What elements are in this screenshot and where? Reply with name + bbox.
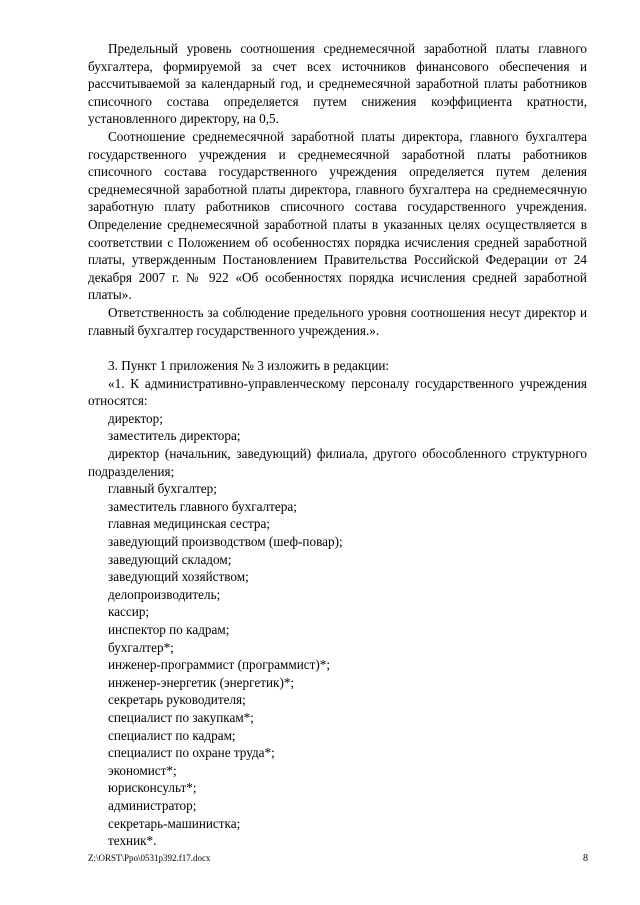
staff-list-item: заведующий хозяйством; [108,569,249,585]
staff-list-item: техник*. [108,833,157,849]
staff-list-item: главная медицинская сестра; [108,516,270,532]
staff-list-item: специалист по закупкам*; [108,709,254,725]
staff-list-item: администратор; [108,797,197,813]
staff-list-item: директор; [108,410,163,426]
page-number: 8 [583,853,588,864]
staff-list-item: кассир; [108,604,150,620]
staff-list-item: заместитель директора; [108,428,241,444]
staff-list [88,410,587,850]
paragraph-chief-accountant-ratio: Предельный уровень соотношения среднемесячной заработной платы главного бухгалтера, формируемой за счет всех источников финансового обеспечения и рассчитываемой за календарный год, и среднемесячной заработной платы работников списочного состава определяется путем снижения коэффициента кратности, установленного директору, на 0,5. [88,41,587,127]
staff-list-item: секретарь-машинистка; [108,815,241,831]
staff-list-item: специалист по охране труда*; [108,745,275,761]
staff-list-item: заведующий складом; [108,551,232,567]
staff-list-item: директор (начальник, заведующий) филиала, другого обособленного структурного подразделения; [88,446,587,479]
section-intro: «1. К административно-управленческому персоналу государственного учреждения относятся: [88,375,587,409]
staff-list-item: специалист по кадрам; [108,727,236,743]
section-heading: 3. Пункт 1 приложения № 3 изложить в редакции: [108,358,390,374]
staff-list-item: экономист*; [108,762,177,778]
paragraph-responsibility: Ответственность за соблюдение предельного уровня соотношения несут директор и главный бухгалтер государственного учреждения.». [88,304,587,338]
document-body [88,40,587,850]
staff-list-item: заведующий производством (шеф-повар); [108,534,343,550]
paragraph-gap [88,339,587,357]
staff-list-item: юрисконсульт*; [108,780,197,796]
paragraph-ratio-calculation: Соотношение среднемесячной заработной платы директора, главного бухгалтера государственного учреждения и среднемесячной заработной платы работников списочного состава государственного учреждения определяется путем деления среднемесячной заработной платы директора, главного бухгалтера на среднемесячную заработную плату работников списочного состава государственного учреждения. Определение среднемесячной заработной платы в указанных целях осуществляется в соответствии с Положением об особенностях порядка исчисления средней заработной платы, утвержденным Постановлением Правительства Российской Федерации от 24 декабря 2007 г. № 922 «Об особенностях порядка исчисления средней заработной платы». [88,128,587,303]
staff-list-item: секретарь руководителя; [108,692,246,708]
staff-list-item: инженер-энергетик (энергетик)*; [108,674,295,690]
staff-list-item: главный бухгалтер; [108,481,217,497]
staff-list-item: бухгалтер*; [108,639,174,655]
staff-list-item: заместитель главного бухгалтера; [108,498,297,514]
footer-file-path: Z:\ORST\Ppo\0531p392.f17.docx [88,853,211,863]
staff-list-item: делопроизводитель; [108,586,221,602]
staff-list-item: инспектор по кадрам; [108,622,230,637]
staff-list-item: инженер-программист (программист)*; [108,657,331,673]
